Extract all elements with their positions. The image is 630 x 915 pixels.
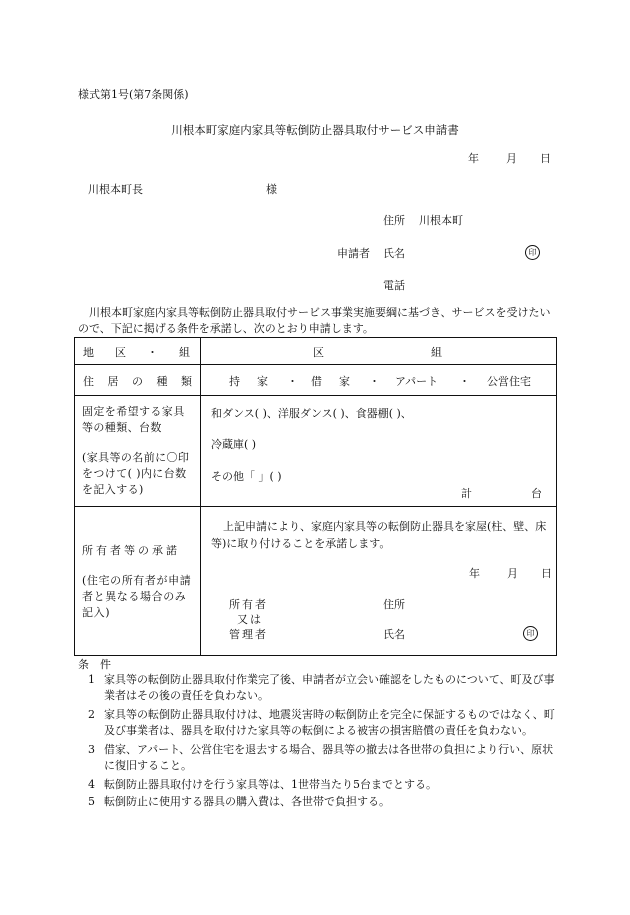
owner-seal-mark: 印 [523, 626, 538, 641]
conditions-list [78, 672, 556, 810]
form-number: 様式第1号(第7条関係) [78, 88, 189, 101]
owner-address-label: 住所 [383, 598, 405, 611]
furniture-line-1: 和ダンス( )、洋服ダンス( )、食器棚( )、 [211, 407, 412, 420]
owner-consent-label [75, 507, 200, 621]
date-month-label: 月 [506, 152, 517, 165]
applicant-name-label: 氏名 [383, 247, 405, 260]
option-apartment: アパート [395, 375, 439, 388]
row-district [75, 338, 557, 365]
housing-type-label: 住 居 の 種 類 [83, 375, 192, 388]
option-shaku: 借 [311, 375, 322, 388]
addressee-honorific: 様 [266, 183, 277, 196]
owner-role-line-2: 又は [237, 613, 263, 626]
conditions-title: 条 件 [78, 658, 111, 671]
owner-date-year: 年 [469, 567, 480, 580]
district-kumi: 組 [431, 346, 442, 359]
furniture-line-2: 冷蔵庫( ) [211, 438, 257, 451]
furniture-total-unit: 台 [531, 487, 542, 500]
applicant-seal-mark: 印 [525, 245, 540, 260]
owner-role-line-3: 管理者 [229, 628, 268, 641]
condition-item: 3 借家、アパート、公営住宅を退去する場合、器具等の撤去は各世帯の負担により行い、原状に復旧すること。 [88, 743, 554, 772]
addressee-name: 川根本町長 [88, 183, 143, 196]
housing-type-options [201, 365, 556, 395]
condition-item: 2 家具等の転倒防止器具取付けは、地震災害時の転倒防止を完全に保証するものではなく、町及び事業者は、器具を取付けた家具等の転倒による被害の損害賠償の責任を負わない。 [88, 708, 555, 737]
condition-item: 5 転倒防止に使用する器具の購入費は、各世帯で負担する。 [88, 795, 390, 808]
applicant-address-value: 川根本町 [419, 214, 463, 227]
row-housing-type [75, 365, 557, 396]
owner-consent-text: 上記申請により、家庭内家具等の転倒防止器具を家屋(柱、壁、床等)に取り付けることを承諾します。 [211, 520, 547, 550]
furniture-label-note: (家具等の名前に〇印をつけて( )内に台数を記入する) [82, 451, 190, 496]
district-label: 地 区 ・ 組 [83, 346, 190, 359]
furniture-line-3: その他「 」( ) [211, 470, 282, 483]
option-sep-3: ・ [459, 375, 470, 388]
option-mochi: 持 [229, 375, 240, 388]
district-ku: 区 [313, 346, 324, 359]
intro-paragraph [78, 305, 553, 337]
application-table [74, 337, 557, 656]
date-day-label: 日 [540, 152, 551, 165]
option-ie-1: 家 [257, 375, 268, 388]
condition-item: 4 転倒防止器具取付けを行う家具等は、1世帯当たり5台までとする。 [88, 778, 437, 791]
applicant-role-label: 申請者 [337, 247, 370, 260]
furniture-entries [201, 396, 556, 506]
district-value [201, 338, 556, 364]
furniture-label-main: 固定を希望する家具等の種類、台数 [82, 405, 185, 434]
intro-text: 川根本町家庭内家具等転倒防止器具取付サービス事業実施要綱に基づき、サービスを受けたいので、下記に掲げる条件を承諾し、次のとおり申請します。 [78, 306, 551, 335]
date-year-label: 年 [468, 152, 479, 165]
row-owner-consent [75, 507, 557, 656]
applicant-address-label: 住所 [383, 214, 405, 227]
option-sep-2: ・ [369, 375, 380, 388]
furniture-label [75, 396, 200, 498]
condition-item: 1 家具等の転倒防止器具取付作業完了後、申請者が立会い確認をしたものについて、町及び事業者はその後の責任を負わない。 [88, 673, 555, 702]
owner-date-month: 月 [507, 567, 518, 580]
owner-date-day: 日 [541, 567, 552, 580]
applicant-phone-label: 電話 [383, 279, 405, 292]
owner-consent-label-note: (住宅の所有者が申請者と異なる場合のみ記入) [82, 574, 192, 619]
option-ie-2: 家 [339, 375, 350, 388]
document-title: 川根本町家庭内家具等転倒防止器具取付サービス申請書 [171, 123, 459, 137]
owner-consent-body [201, 507, 556, 655]
option-sep-1: ・ [287, 375, 298, 388]
owner-role-line-1: 所有者 [229, 598, 268, 611]
owner-name-label: 氏名 [383, 628, 405, 641]
furniture-total-label: 計 [461, 487, 472, 500]
owner-consent-label-main: 所有者等の承諾 [82, 544, 180, 557]
option-public-housing: 公営住宅 [487, 375, 531, 388]
row-furniture [75, 396, 557, 507]
